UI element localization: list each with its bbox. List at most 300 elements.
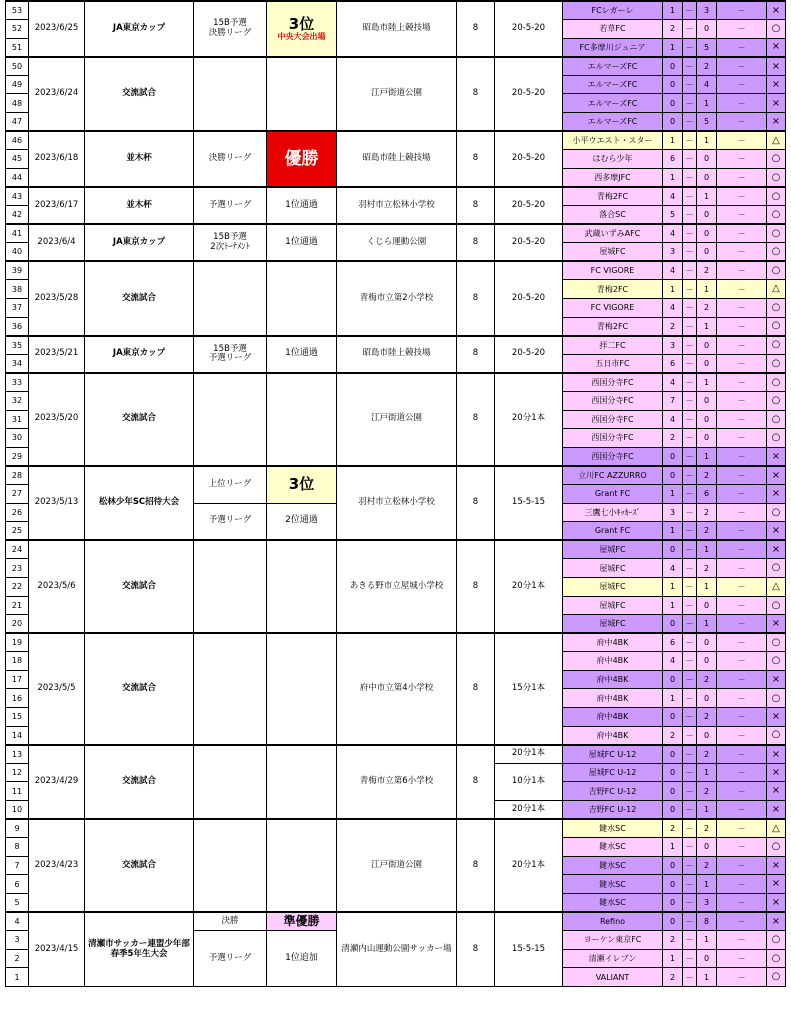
goals-against: 1: [697, 317, 717, 336]
match-number: 25: [6, 522, 29, 541]
pk-result: －: [717, 894, 767, 913]
opponent-name: Grant FC: [563, 484, 663, 503]
venue: 昭島市陸上競技場: [337, 336, 457, 373]
goals-for: 3: [663, 243, 683, 262]
match-time: 15-5-15: [495, 466, 563, 540]
match-outcome-icon: ×: [767, 912, 786, 931]
goals-for: 0: [663, 801, 683, 820]
tournament-name: 交流試合: [85, 540, 194, 633]
goals-for: 4: [663, 373, 683, 392]
match-outcome-icon: ×: [767, 38, 786, 57]
round-label: 15B予選 2次ﾄｰﾅﾒﾝﾄ: [194, 224, 267, 261]
pk-result: －: [717, 20, 767, 39]
goals-against: 0: [697, 168, 717, 187]
goals-against: 0: [697, 838, 717, 857]
opponent-name: 清瀬イレブン: [563, 949, 663, 968]
match-number: 2: [6, 949, 29, 968]
pk-result: －: [717, 243, 767, 262]
goals-against: 0: [697, 20, 717, 39]
goals-for: 1: [663, 522, 683, 541]
venue: くじら運動公園: [337, 224, 457, 261]
match-time: 20-5-20: [495, 131, 563, 187]
pk-result: －: [717, 206, 767, 225]
match-number: 37: [6, 299, 29, 318]
match-outcome-icon: ○: [767, 503, 786, 522]
match-number: 36: [6, 317, 29, 336]
goals-for: 1: [663, 168, 683, 187]
pk-result: －: [717, 838, 767, 857]
round-label: 15B予選 決勝リーグ: [194, 1, 267, 57]
goals-for: 0: [663, 94, 683, 113]
match-outcome-icon: ×: [767, 875, 786, 894]
player-count: 8: [457, 373, 495, 466]
result-text: 3位: [288, 15, 315, 34]
venue: 府中市立第4小学校: [337, 633, 457, 745]
round-label: 予選リーグ: [194, 187, 267, 224]
match-outcome-icon: ○: [767, 224, 786, 243]
score-separator: －: [683, 1, 697, 20]
match-outcome-icon: ×: [767, 113, 786, 132]
round-label: 上位リーグ: [194, 466, 267, 503]
match-outcome-icon: ○: [767, 261, 786, 280]
match-number: 35: [6, 336, 29, 355]
pk-result: －: [717, 763, 767, 782]
player-count: 8: [457, 261, 495, 335]
score-separator: －: [683, 522, 697, 541]
goals-for: 0: [663, 708, 683, 727]
opponent-name: 屋城FC: [563, 559, 663, 578]
round-result: [267, 373, 337, 466]
match-outcome-icon: ×: [767, 894, 786, 913]
pk-result: －: [717, 280, 767, 299]
opponent-name: 鍵水SC: [563, 856, 663, 875]
goals-for: 6: [663, 633, 683, 652]
match-number: 40: [6, 243, 29, 262]
match-number: 34: [6, 354, 29, 373]
match-outcome-icon: ×: [767, 670, 786, 689]
opponent-name: 府中4BK: [563, 633, 663, 652]
goals-for: 0: [663, 745, 683, 764]
score-separator: －: [683, 968, 697, 987]
goals-against: 0: [697, 206, 717, 225]
match-number: 28: [6, 466, 29, 485]
score-separator: －: [683, 615, 697, 634]
table-row: [6, 466, 786, 485]
pk-result: －: [717, 410, 767, 429]
match-number: 48: [6, 94, 29, 113]
pk-result: －: [717, 782, 767, 801]
match-number: 47: [6, 113, 29, 132]
venue: 江戸街道公園: [337, 819, 457, 912]
match-time: 20分1本: [495, 373, 563, 466]
tournament-name: 交流試合: [85, 57, 194, 131]
pk-result: －: [717, 949, 767, 968]
match-outcome-icon: ×: [767, 615, 786, 634]
goals-against: 1: [697, 763, 717, 782]
pk-result: －: [717, 726, 767, 745]
round-label: 予選リーグ: [194, 503, 267, 540]
round-result: [267, 540, 337, 633]
opponent-name: ヨーケン東京FC: [563, 931, 663, 950]
match-number: 49: [6, 75, 29, 94]
opponent-name: 府中4BK: [563, 652, 663, 671]
match-number: 46: [6, 131, 29, 150]
match-number: 17: [6, 670, 29, 689]
round-result: [267, 336, 337, 373]
score-separator: －: [683, 596, 697, 615]
goals-against: 0: [697, 224, 717, 243]
score-separator: －: [683, 261, 697, 280]
tournament-name: 清瀬市サッカー連盟少年部 春季5年生大会: [85, 912, 194, 986]
goals-for: 4: [663, 261, 683, 280]
goals-against: 0: [697, 336, 717, 355]
pk-result: －: [717, 261, 767, 280]
pk-result: －: [717, 522, 767, 541]
opponent-name: 府中4BK: [563, 689, 663, 708]
match-outcome-icon: ○: [767, 168, 786, 187]
goals-against: 1: [697, 187, 717, 206]
score-separator: －: [683, 20, 697, 39]
match-date: 2023/5/21: [29, 336, 85, 373]
score-separator: －: [683, 57, 697, 76]
opponent-name: 屋城FC: [563, 540, 663, 559]
tournament-name: 交流試合: [85, 373, 194, 466]
match-time: 15分1本: [495, 633, 563, 745]
match-number: 42: [6, 206, 29, 225]
opponent-name: 若草FC: [563, 20, 663, 39]
pk-result: －: [717, 540, 767, 559]
goals-for: 6: [663, 150, 683, 169]
match-number: 5: [6, 894, 29, 913]
goals-against: 2: [697, 57, 717, 76]
venue: 江戸街道公園: [337, 373, 457, 466]
round-result: [267, 745, 337, 819]
opponent-name: 屋城FC: [563, 615, 663, 634]
opponent-name: 屋城FC U-12: [563, 745, 663, 764]
venue: 清瀬内山運動公園サッカー場: [337, 912, 457, 986]
tournament-name: 交流試合: [85, 633, 194, 745]
pk-result: －: [717, 38, 767, 57]
goals-for: 2: [663, 968, 683, 987]
result-text: 準優勝: [283, 914, 320, 929]
opponent-name: 府中4BK: [563, 708, 663, 727]
match-number: 50: [6, 57, 29, 76]
opponent-name: 鍵水SC: [563, 819, 663, 838]
match-time: 20分1本: [495, 540, 563, 633]
round-label: [194, 540, 267, 633]
pk-result: －: [717, 503, 767, 522]
score-separator: －: [683, 875, 697, 894]
opponent-name: エルマーズFC: [563, 113, 663, 132]
match-date: 2023/6/24: [29, 57, 85, 131]
table-row: [6, 912, 786, 931]
match-outcome-icon: ○: [767, 410, 786, 429]
match-time: 20分1本: [495, 819, 563, 912]
opponent-name: 吉野FC U-12: [563, 801, 663, 820]
round-label: 予選リーグ: [194, 931, 267, 987]
goals-for: 7: [663, 391, 683, 410]
match-time: 20-5-20: [495, 336, 563, 373]
goals-for: 0: [663, 875, 683, 894]
pk-result: －: [717, 131, 767, 150]
match-time: 20-5-20: [495, 187, 563, 224]
table-row: [6, 633, 786, 652]
opponent-name: 五日市FC: [563, 354, 663, 373]
match-outcome-icon: ○: [767, 633, 786, 652]
opponent-name: 武蔵いずみAFC: [563, 224, 663, 243]
score-separator: －: [683, 559, 697, 578]
round-result: [267, 261, 337, 335]
match-number: 20: [6, 615, 29, 634]
score-separator: －: [683, 317, 697, 336]
match-outcome-icon: ○: [767, 726, 786, 745]
opponent-name: 屋城FC U-12: [563, 763, 663, 782]
goals-for: 0: [663, 670, 683, 689]
match-number: 8: [6, 838, 29, 857]
goals-against: 2: [697, 559, 717, 578]
score-separator: －: [683, 168, 697, 187]
table-row: [6, 373, 786, 392]
goals-for: 3: [663, 336, 683, 355]
pk-result: －: [717, 429, 767, 448]
match-number: 18: [6, 652, 29, 671]
opponent-name: エルマーズFC: [563, 94, 663, 113]
pk-result: －: [717, 615, 767, 634]
pk-result: －: [717, 1, 767, 20]
player-count: 8: [457, 336, 495, 373]
goals-for: 0: [663, 912, 683, 931]
goals-for: 1: [663, 689, 683, 708]
goals-for: 2: [663, 20, 683, 39]
pk-result: －: [717, 447, 767, 466]
match-number: 4: [6, 912, 29, 931]
goals-for: 0: [663, 856, 683, 875]
match-number: 7: [6, 856, 29, 875]
match-time: 20-5-20: [495, 57, 563, 131]
goals-for: 0: [663, 466, 683, 485]
opponent-name: 西国分寺FC: [563, 447, 663, 466]
match-results-sheet: [5, 0, 785, 987]
match-number: 32: [6, 391, 29, 410]
table-row: [6, 187, 786, 206]
opponent-name: 西国分寺FC: [563, 391, 663, 410]
match-outcome-icon: ○: [767, 391, 786, 410]
pk-result: －: [717, 633, 767, 652]
result-text: 1位通過: [285, 348, 318, 359]
round-result: [267, 912, 337, 931]
match-number: 44: [6, 168, 29, 187]
venue: あきる野市立屋城小学校: [337, 540, 457, 633]
round-result: [267, 224, 337, 261]
match-number: 10: [6, 801, 29, 820]
match-date: 2023/5/13: [29, 466, 85, 540]
score-separator: －: [683, 912, 697, 931]
match-date: 2023/6/25: [29, 1, 85, 57]
goals-against: 5: [697, 38, 717, 57]
match-outcome-icon: ×: [767, 801, 786, 820]
opponent-name: 吉野FC U-12: [563, 782, 663, 801]
score-separator: －: [683, 150, 697, 169]
match-outcome-icon: ○: [767, 206, 786, 225]
goals-for: 4: [663, 559, 683, 578]
score-separator: －: [683, 373, 697, 392]
round-label: [194, 373, 267, 466]
player-count: 8: [457, 224, 495, 261]
opponent-name: 西国分寺FC: [563, 410, 663, 429]
table-row: [6, 819, 786, 838]
match-outcome-icon: ○: [767, 429, 786, 448]
score-separator: －: [683, 354, 697, 373]
match-number: 53: [6, 1, 29, 20]
match-outcome-icon: △: [767, 819, 786, 838]
opponent-name: 屋城FC: [563, 243, 663, 262]
goals-for: 0: [663, 57, 683, 76]
match-date: 2023/5/20: [29, 373, 85, 466]
match-outcome-icon: ○: [767, 931, 786, 950]
match-outcome-icon: ○: [767, 689, 786, 708]
goals-against: 1: [697, 447, 717, 466]
goals-against: 0: [697, 689, 717, 708]
match-number: 27: [6, 484, 29, 503]
opponent-name: エルマーズFC: [563, 57, 663, 76]
pk-result: －: [717, 317, 767, 336]
tournament-name: JA東京カップ: [85, 1, 194, 57]
goals-for: 1: [663, 949, 683, 968]
round-label: [194, 261, 267, 335]
goals-against: 1: [697, 280, 717, 299]
match-outcome-icon: △: [767, 280, 786, 299]
opponent-name: VALIANT: [563, 968, 663, 987]
goals-against: 8: [697, 912, 717, 931]
match-number: 12: [6, 763, 29, 782]
goals-against: 4: [697, 75, 717, 94]
round-result: [267, 819, 337, 912]
match-number: 11: [6, 782, 29, 801]
match-number: 24: [6, 540, 29, 559]
match-outcome-icon: ○: [767, 949, 786, 968]
pk-result: －: [717, 224, 767, 243]
venue: 昭島市陸上競技場: [337, 1, 457, 57]
match-date: 2023/5/6: [29, 540, 85, 633]
score-separator: －: [683, 633, 697, 652]
pk-result: －: [717, 466, 767, 485]
goals-against: 1: [697, 373, 717, 392]
match-date: 2023/6/17: [29, 187, 85, 224]
match-number: 3: [6, 931, 29, 950]
match-time: 20-5-20: [495, 224, 563, 261]
goals-for: 4: [663, 410, 683, 429]
pk-result: －: [717, 94, 767, 113]
match-time: 20-5-20: [495, 1, 563, 57]
match-number: 16: [6, 689, 29, 708]
venue: 青梅市立第2小学校: [337, 261, 457, 335]
goals-against: 2: [697, 782, 717, 801]
goals-against: 0: [697, 150, 717, 169]
match-outcome-icon: △: [767, 131, 786, 150]
score-separator: －: [683, 726, 697, 745]
pk-result: －: [717, 168, 767, 187]
match-date: 2023/5/5: [29, 633, 85, 745]
goals-against: 3: [697, 1, 717, 20]
result-text: 優勝: [284, 148, 319, 169]
venue: 青梅市立第6小学校: [337, 745, 457, 819]
match-rows: [6, 1, 786, 986]
goals-for: 4: [663, 224, 683, 243]
pk-result: －: [717, 819, 767, 838]
goals-for: 2: [663, 819, 683, 838]
match-outcome-icon: △: [767, 577, 786, 596]
result-text: 3位: [288, 475, 315, 494]
venue: 江戸街道公園: [337, 57, 457, 131]
match-number: 41: [6, 224, 29, 243]
score-separator: －: [683, 708, 697, 727]
goals-for: 1: [663, 484, 683, 503]
score-separator: －: [683, 410, 697, 429]
match-date: 2023/4/29: [29, 745, 85, 819]
goals-for: 2: [663, 726, 683, 745]
score-separator: －: [683, 224, 697, 243]
goals-against: 2: [697, 819, 717, 838]
opponent-name: 西国分寺FC: [563, 429, 663, 448]
player-count: 8: [457, 540, 495, 633]
match-outcome-icon: ○: [767, 299, 786, 318]
pk-result: －: [717, 875, 767, 894]
score-separator: －: [683, 745, 697, 764]
goals-for: 1: [663, 38, 683, 57]
score-separator: －: [683, 299, 697, 318]
pk-result: －: [717, 75, 767, 94]
goals-for: 1: [663, 838, 683, 857]
round-label: [194, 633, 267, 745]
match-number: 31: [6, 410, 29, 429]
goals-for: 4: [663, 187, 683, 206]
opponent-name: 鍵水SC: [563, 838, 663, 857]
goals-against: 1: [697, 94, 717, 113]
match-number: 22: [6, 577, 29, 596]
score-separator: －: [683, 206, 697, 225]
goals-for: 0: [663, 447, 683, 466]
round-result: [267, 57, 337, 131]
opponent-name: エルマーズFC: [563, 75, 663, 94]
pk-result: －: [717, 708, 767, 727]
goals-against: 0: [697, 633, 717, 652]
table-row: [6, 540, 786, 559]
result-note: 中央大会出場: [277, 31, 326, 41]
goals-against: 0: [697, 410, 717, 429]
match-number: 9: [6, 819, 29, 838]
match-results-table: [5, 0, 786, 987]
match-number: 6: [6, 875, 29, 894]
score-separator: －: [683, 763, 697, 782]
match-number: 26: [6, 503, 29, 522]
score-separator: －: [683, 819, 697, 838]
tournament-name: JA東京カップ: [85, 336, 194, 373]
match-outcome-icon: ○: [767, 243, 786, 262]
opponent-name: はむら少年: [563, 150, 663, 169]
goals-against: 3: [697, 894, 717, 913]
goals-against: 0: [697, 354, 717, 373]
opponent-name: FC VIGORE: [563, 299, 663, 318]
pk-result: －: [717, 968, 767, 987]
round-result: [267, 503, 337, 540]
match-number: 43: [6, 187, 29, 206]
goals-for: 1: [663, 1, 683, 20]
goals-for: 0: [663, 615, 683, 634]
match-number: 13: [6, 745, 29, 764]
round-label: 決勝: [194, 912, 267, 931]
pk-result: －: [717, 57, 767, 76]
match-outcome-icon: ×: [767, 57, 786, 76]
